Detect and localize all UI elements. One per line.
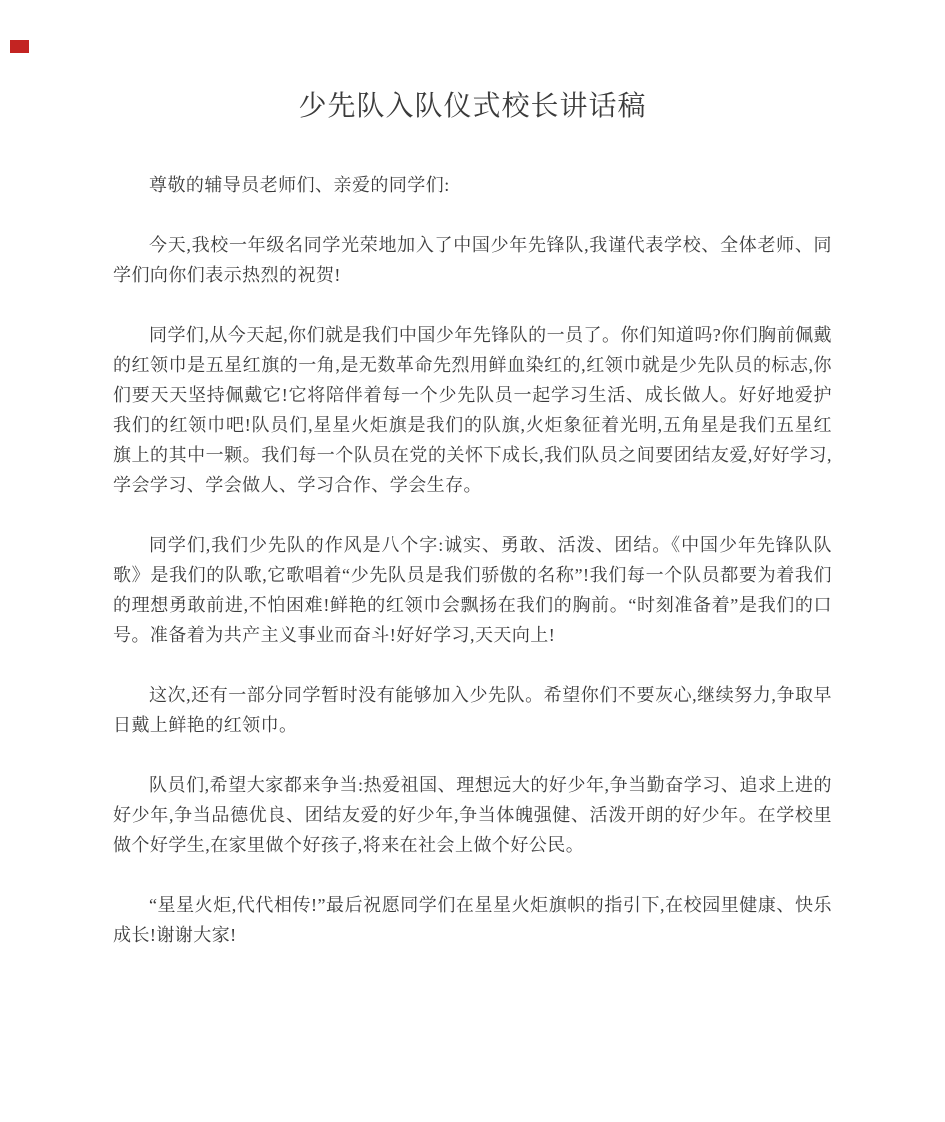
document-body — [113, 88, 832, 980]
paragraph-team-spirit: 同学们,我们少先队的作风是八个字:诚实、勇敢、活泼、团结。《中国少年先锋队队歌》是我们的队歌,它歌唱着“少先队员是我们骄傲的名称”!我们每一个队员都要为着我们的理想勇敢前进,不怕困难!鲜艳的红领巾会飘扬在我们的胸前。“时刻准备着”是我们的口号。准备着为共产主义事业而奋斗!好好学习,天天向上! — [113, 535, 832, 645]
paragraph-greeting: 尊敬的辅导员老师们、亲爱的同学们: — [149, 175, 450, 195]
corner-red-mark — [10, 40, 29, 53]
paragraph-closing: “星星火炬,代代相传!”最后祝愿同学们在星星火炬旗帜的指引下,在校园里健康、快乐成长!谢谢大家! — [113, 895, 832, 945]
paragraph-congratulation: 今天,我校一年级名同学光荣地加入了中国少年先锋队,我谨代表学校、全体老师、同学们向你们表示热烈的祝贺! — [113, 235, 832, 285]
paragraph-red-scarf: 同学们,从今天起,你们就是我们中国少年先锋队的一员了。你们知道吗?你们胸前佩戴的红领巾是五星红旗的一角,是无数革命先烈用鲜血染红的,红领巾就是少先队员的标志,你们要天天坚持佩戴它!它将陪伴着每一个少先队员一起学习生活、成长做人。好好地爱护我们的红领巾吧!队员们,星星火炬旗是我们的队旗,火炬象征着光明,五角星是我们五星红旗上的其中一颗。我们每一个队员在党的关怀下成长,我们队员之间要团结友爱,好好学习,学会学习、学会做人、学习合作、学会生存。 — [113, 325, 832, 495]
paragraph-good-youth: 队员们,希望大家都来争当:热爱祖国、理想远大的好少年,争当勤奋学习、追求上进的好少年,争当品德优良、团结友爱的好少年,争当体魄强健、活泼开朗的好少年。在学校里做个好学生,在家里做个好孩子,将来在社会上做个好公民。 — [113, 775, 832, 855]
document-title: 少先队入队仪式校长讲话稿 — [298, 91, 647, 122]
paragraph-encouragement: 这次,还有一部分同学暂时没有能够加入少先队。希望你们不要灰心,继续努力,争取早日戴上鲜艳的红领巾。 — [113, 685, 832, 735]
